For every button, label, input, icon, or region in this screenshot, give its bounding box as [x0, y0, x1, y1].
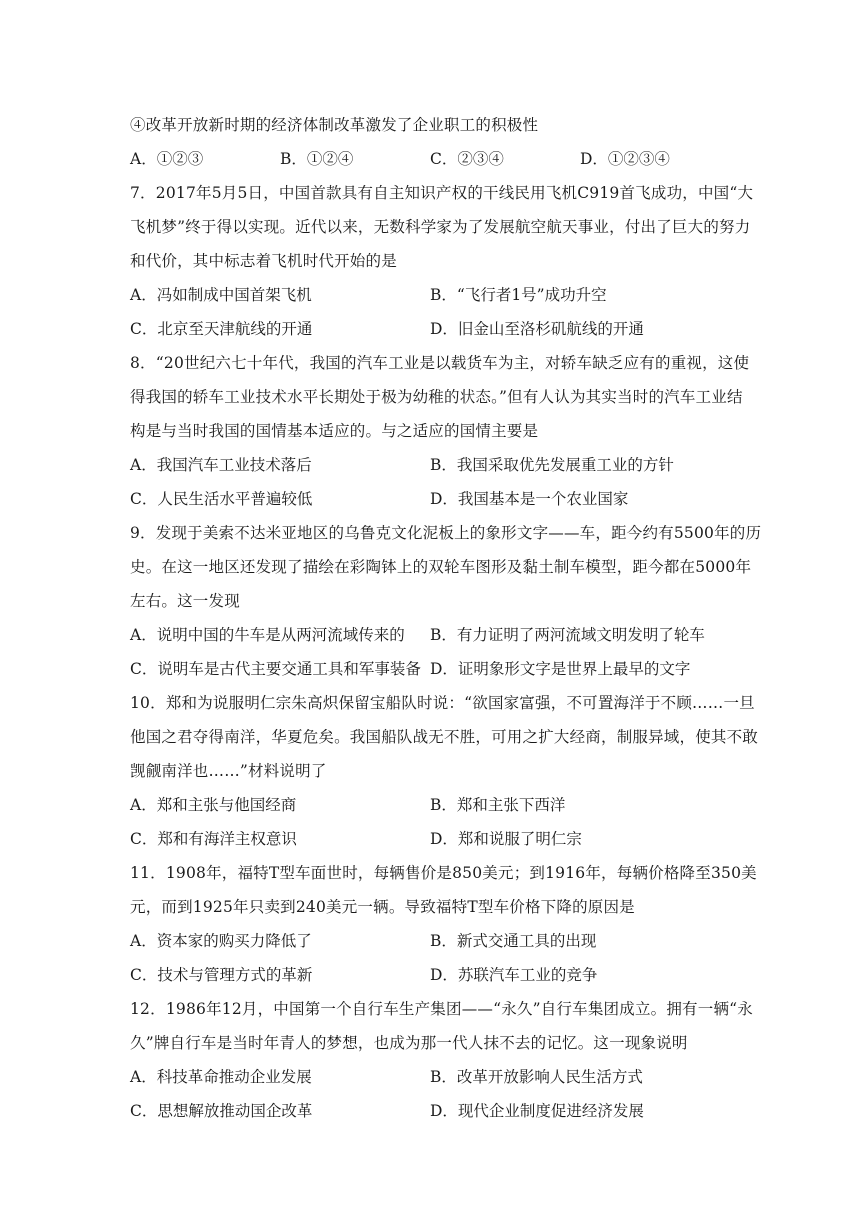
q9-options-row	[130, 618, 730, 652]
question-7	[130, 176, 754, 346]
q8-options-row	[130, 482, 730, 516]
question-12	[130, 992, 753, 1128]
q9-option-b: B．有力证明了两河流域文明发明了轮车	[430, 626, 705, 644]
q8-stem-line: 8．“20世纪六七十年代，我国的汽车工业是以载货车为主，对轿车缺乏应有的重视，这使	[130, 354, 750, 372]
q7-option-c: C．北京至天津航线的开通	[130, 320, 313, 338]
q8-stem-line: 构是与当时我国的国情基本适应的。与之适应的国情主要是	[130, 422, 539, 440]
q6-option-b: B．①②④	[280, 150, 354, 168]
q11-stem-line: 元，而到1925年只卖到240美元一辆。导致福特T型车价格下降的原因是	[130, 898, 635, 916]
q12-option-d: D．现代企业制度促进经济发展	[430, 1102, 644, 1120]
q10-stem-line: 他国之君夺得南洋，华夏危矣。我国船队战无不胜，可用之扩大经商，制服异域，使其不敢	[130, 728, 759, 746]
q11-options-row	[130, 958, 730, 992]
q11-option-d: D．苏联汽车工业的竞争	[430, 966, 598, 984]
q12-options-row	[130, 1094, 730, 1128]
question-10	[130, 686, 759, 856]
q7-option-a: A．冯如制成中国首架飞机	[130, 286, 312, 304]
q9-stem-line: 左右。这一发现	[130, 592, 240, 610]
q10-option-a: A．郑和主张与他国经商	[130, 796, 297, 814]
q7-stem-line: 和代价，其中标志着飞机时代开始的是	[130, 252, 397, 270]
q6-options	[130, 142, 730, 176]
q7-options-row	[130, 312, 730, 346]
q6-stem-tail: ④改革开放新时期的经济体制改革激发了企业职工的积极性	[130, 116, 539, 134]
q8-option-a: A．我国汽车工业技术落后	[130, 456, 312, 474]
question-8	[130, 346, 750, 516]
q6-option-d: D．①②③④	[580, 150, 670, 168]
q10-stem-line: 10．郑和为说服明仁宗朱高炽保留宝船队时说：“欲国家富强，不可置海洋于不顾……一旦	[130, 694, 755, 712]
exam-page	[130, 108, 762, 1128]
q11-option-c: C．技术与管理方式的革新	[130, 966, 313, 984]
q10-stem-line: 觊觎南洋也……”材料说明了	[130, 762, 327, 780]
q12-option-b: B．改革开放影响人民生活方式	[430, 1068, 643, 1086]
q11-option-a: A．资本家的购买力降低了	[130, 932, 312, 950]
q11-option-b: B．新式交通工具的出现	[430, 932, 597, 950]
q8-stem-line: 得我国的轿车工业技术水平长期处于极为幼稚的状态。”但有人认为其实当时的汽车工业结	[130, 388, 743, 406]
q9-option-a: A．说明中国的牛车是从两河流域传来的	[130, 626, 405, 644]
question-9	[130, 516, 762, 686]
q9-stem-line: 9．发现于美索不达米亚地区的乌鲁克文化泥板上的象形文字——车，距今约有5500年的历	[130, 524, 762, 542]
q7-option-b: B．“飞行者1号”成功升空	[430, 286, 607, 304]
q7-options-row	[130, 278, 730, 312]
q12-options-row	[130, 1060, 730, 1094]
q10-options-row	[130, 822, 730, 856]
q8-option-c: C．人民生活水平普遍较低	[130, 490, 313, 508]
q9-stem-line: 史。在这一地区还发现了描绘在彩陶钵上的双轮车图形及黏土制车模型，距今都在5000年	[130, 558, 752, 576]
q8-option-b: B．我国采取优先发展重工业的方针	[430, 456, 674, 474]
q10-option-b: B．郑和主张下西洋	[430, 796, 566, 814]
q9-option-c: C．说明车是古代主要交通工具和军事装备	[130, 660, 421, 678]
q11-options-row	[130, 924, 730, 958]
q7-stem-line: 7．2017年5月5日，中国首款具有自主知识产权的干线民用飞机C919首飞成功，中国“大	[130, 184, 754, 202]
q12-stem-line: 12．1986年12月，中国第一个自行车生产集团——“永久”自行车集团成立。拥有一辆“永	[130, 1000, 753, 1018]
q9-options-row	[130, 652, 730, 686]
question-11	[130, 856, 757, 992]
q9-option-d: D．证明象形文字是世界上最早的文字	[430, 660, 691, 678]
q6-option-c: C．②③④	[430, 150, 504, 168]
q7-stem-line: 飞机梦”终于得以实现。近代以来，无数科学家为了发展航空航天事业，付出了巨大的努力	[130, 218, 751, 236]
q10-options-row	[130, 788, 730, 822]
q12-option-c: C．思想解放推动国企改革	[130, 1102, 313, 1120]
q12-option-a: A．科技革命推动企业发展	[130, 1068, 312, 1086]
q8-options-row	[130, 448, 730, 482]
q6-option-a: A．①②③	[130, 150, 204, 168]
q10-option-c: C．郑和有海洋主权意识	[130, 830, 297, 848]
q7-option-d: D．旧金山至洛杉矶航线的开通	[430, 320, 644, 338]
q8-option-d: D．我国基本是一个农业国家	[430, 490, 629, 508]
q10-option-d: D．郑和说服了明仁宗	[430, 830, 582, 848]
q11-stem-line: 11．1908年，福特T型车面世时，每辆售价是850美元；到1916年，每辆价格降至350美	[130, 864, 757, 882]
q12-stem-line: 久”牌自行车是当时年青人的梦想，也成为那一代人抹不去的记忆。这一现象说明	[130, 1034, 688, 1052]
